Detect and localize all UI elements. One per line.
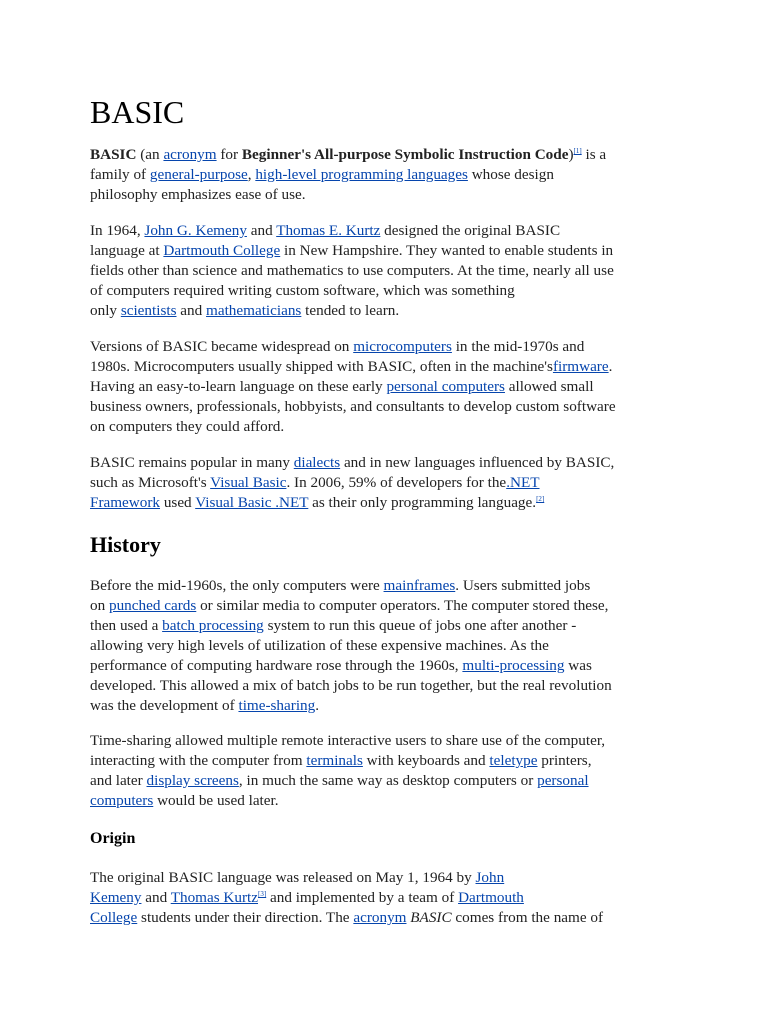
link-punched-cards[interactable]: punched cards	[108, 597, 197, 614]
link-dialects[interactable]: dialects	[293, 454, 341, 471]
link-mainframes[interactable]: mainframes	[383, 577, 456, 594]
history-paragraph-2: Time-sharing allowed multiple remote interactive users to share use of the computer, interacting with the computer from terminals with keyboards and teletype printers, and later display screens, in much the same way as desktop computers or personal computers would be used later.	[90, 732, 606, 809]
link-dartmouth-college-2-part2[interactable]: College	[90, 909, 138, 926]
page-title: BASIC	[90, 94, 185, 130]
reference-link-1[interactable]: [1]	[573, 147, 582, 155]
intro-paragraph-3: Versions of BASIC became widespread on microcomputers in the mid-1970s and 1980s. Microcomputers usually shipped with BASIC, often in the machine'sfirmware. Having an easy-to-learn language on these early personal computers allowed small business owners, professionals, hobbyists, and consultants to develop custom software on computers they could afford.	[90, 338, 616, 435]
link-john-kemeny-2-part1[interactable]: John	[475, 869, 505, 886]
link-terminals[interactable]: terminals	[306, 752, 363, 769]
link-acronym-2[interactable]: acronym	[353, 909, 407, 926]
link-personal-computers-2-part1[interactable]: personal	[537, 772, 589, 789]
history-paragraph-1: Before the mid-1960s, the only computers were mainframes. Users submitted jobs on punched cards or similar media to computer operators. The computer stored these, then used a batch processing system to run this queue of jobs one after another - allowing very high levels of utilization of these expensive machines. As the performance of computing hardware rose through the 1960s, multi-processing was developed. This allowed a mix of batch jobs to be run together, but the real revolution was the development of time-sharing.	[90, 577, 612, 714]
link-display-screens[interactable]: display screens	[146, 772, 239, 789]
intro-paragraph-1: BASIC (an acronym for Beginner's All-purpose Symbolic Instruction Code)[1] is a family of general-purpose, high-level programming languages whose design philosophy emphasizes ease of use.	[90, 146, 607, 203]
link-net-framework-part1[interactable]: .NET	[506, 474, 540, 491]
link-mathematicians[interactable]: mathematicians	[206, 302, 302, 319]
section-heading-history: History	[90, 532, 161, 557]
link-acronym[interactable]: acronym	[163, 146, 217, 163]
link-general-purpose[interactable]: general-purpose	[149, 166, 248, 183]
link-john-kemeny-2-part2[interactable]: Kemeny	[90, 889, 142, 906]
reference-link-2[interactable]: [2]	[536, 495, 545, 503]
link-visual-basic-net[interactable]: Visual Basic .NET	[195, 494, 309, 511]
link-batch-processing[interactable]: batch processing	[162, 617, 264, 634]
intro-paragraph-4: BASIC remains popular in many dialects and in new languages influenced by BASIC, such as Microsoft's Visual Basic. In 2006, 59% of developers for the.NET Framework used Visual Basic .NET as their only programming language.[2]	[90, 454, 615, 511]
reference-link-3[interactable]: [3]	[258, 890, 267, 898]
link-net-framework-part2[interactable]: Framework	[90, 494, 161, 511]
intro-paragraph-2: In 1964, John G. Kemeny and Thomas E. Kurtz designed the original BASIC language at Dartmouth College in New Hampshire. They wanted to enable students in fields other than science and mathematics to use computers. At the time, nearly all use of computers required writing custom software, which was something only scientists and mathematicians tended to learn.	[90, 222, 614, 319]
link-visual-basic[interactable]: Visual Basic	[210, 474, 287, 491]
link-multi-processing[interactable]: multi-processing	[462, 657, 565, 674]
link-thomas-kurtz-2[interactable]: Thomas Kurtz	[170, 889, 259, 906]
bold-expansion: Beginner's All-purpose Symbolic Instruction Code	[241, 146, 569, 163]
link-personal-computers[interactable]: personal computers	[386, 378, 505, 395]
link-john-kemeny[interactable]: John G. Kemeny	[144, 222, 247, 239]
origin-paragraph-1: The original BASIC language was released on May 1, 1964 by John Kemeny and Thomas Kurtz[3] and implemented by a team of Dartmouth College students under their direction. The acronym BASIC comes from the name of	[90, 869, 604, 926]
link-dartmouth-college-2-part1[interactable]: Dartmouth	[458, 889, 524, 906]
italic-basic: BASIC	[410, 909, 452, 926]
link-teletype[interactable]: teletype	[489, 752, 538, 769]
link-firmware[interactable]: firmware	[552, 358, 609, 375]
link-dartmouth-college[interactable]: Dartmouth College	[163, 242, 281, 259]
bold-term: BASIC	[90, 146, 137, 163]
link-time-sharing[interactable]: time-sharing	[238, 697, 316, 714]
subsection-heading-origin: Origin	[90, 830, 136, 847]
link-personal-computers-2-part2[interactable]: computers	[90, 792, 154, 809]
link-thomas-kurtz[interactable]: Thomas E. Kurtz	[276, 222, 381, 239]
link-scientists[interactable]: scientists	[120, 302, 177, 319]
link-high-level-languages[interactable]: high-level programming languages	[255, 166, 468, 183]
link-microcomputers[interactable]: microcomputers	[353, 338, 452, 355]
